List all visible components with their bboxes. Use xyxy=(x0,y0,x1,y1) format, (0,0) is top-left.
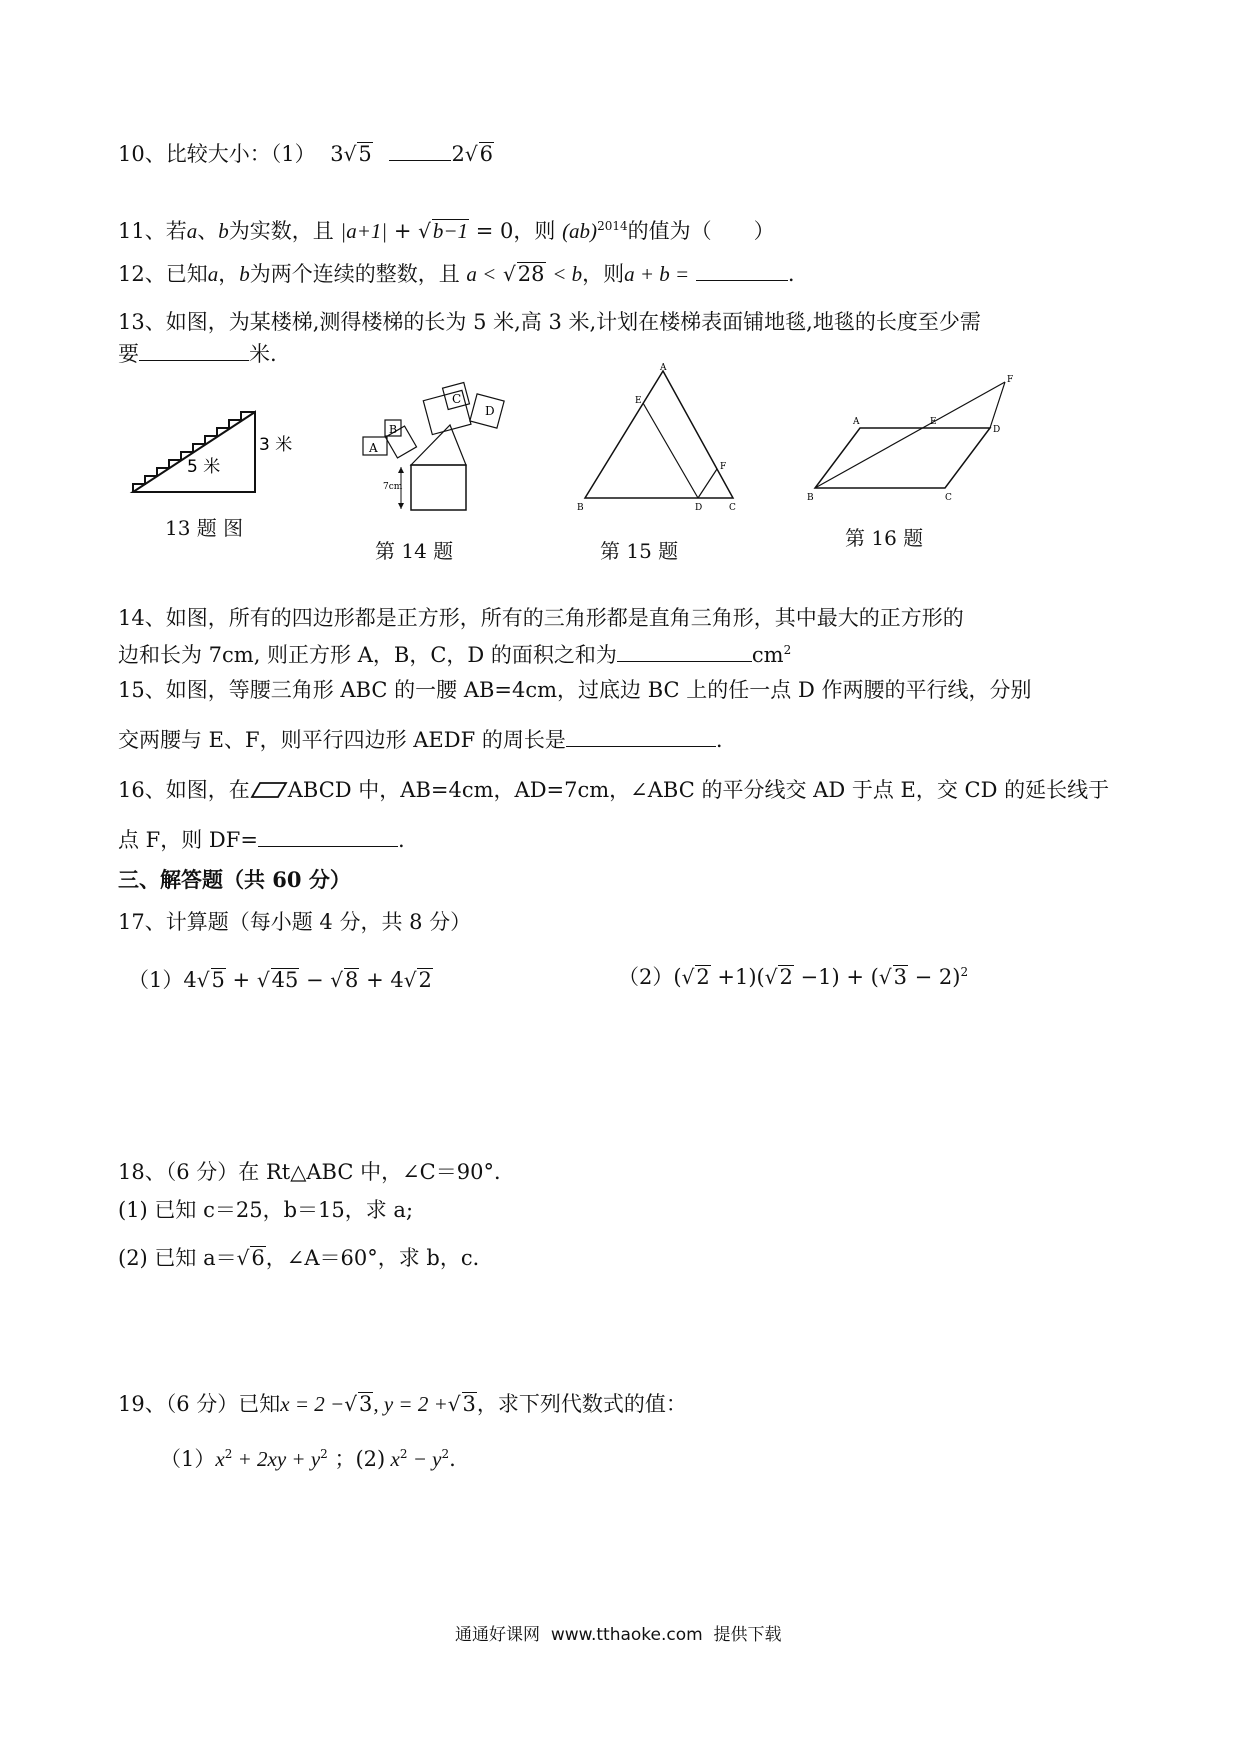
svg-text:F: F xyxy=(720,462,727,472)
stair-length-label: 5 米 xyxy=(187,457,221,477)
figure-14-caption: 第 14 题 xyxy=(375,539,454,563)
footer: 通通好课网 www.tthaoke.com 提供下载 xyxy=(455,1625,782,1645)
svg-text:C: C xyxy=(452,392,462,406)
stair-height-label: 3 米 xyxy=(259,435,293,455)
svg-text:A: A xyxy=(660,363,667,373)
svg-text:B: B xyxy=(389,423,398,436)
question-11: 11、若a、b为实数，且 |a+1| + √b−1 = 0，则 (ab)$^{2014}$的值为（ ） xyxy=(118,219,775,243)
question-16-line2: 点 F，则 DF= . xyxy=(118,828,405,852)
svg-text:A: A xyxy=(853,417,860,427)
figure-15-caption: 第 15 题 xyxy=(600,539,679,563)
question-15-line2: 交两腰与 E、F，则平行四边形 AEDF 的周长是 . xyxy=(118,728,723,752)
question-17-part-2: $(2)(√2 +1)(√2 -1) + (√3 - 2)^2$ xyxy=(618,965,969,989)
answer-blank[interactable] xyxy=(566,728,716,747)
svg-text:F: F xyxy=(1007,375,1014,385)
question-10: 10、比较大小：（1） 3√5 2√6 xyxy=(118,142,493,166)
svg-text:D: D xyxy=(695,503,703,513)
question-16-line1: 16、如图，在 ABCD 中，AB=4cm，AD=7cm，∠ABC 的平分线交 AD 于点 E，交 CD 的延长线于 xyxy=(118,778,1110,802)
staircase-figure xyxy=(125,400,293,500)
section-3-heading: 三、解答题（共 60 分） xyxy=(118,867,351,892)
triangle-figure xyxy=(575,365,740,515)
question-18: 18、（6 分）在 Rt△ABC 中，∠C＝90°． xyxy=(118,1160,515,1184)
svg-text:7cm: 7cm xyxy=(383,482,403,492)
question-13-line2: 要 米. xyxy=(118,342,277,366)
answer-blank[interactable] xyxy=(258,828,398,847)
answer-blank[interactable] xyxy=(617,643,752,662)
question-18-part-2: (2) 已知 a＝√6，∠A＝60°，求 b，c． xyxy=(118,1246,494,1270)
squares-figure xyxy=(355,375,525,515)
svg-text:E: E xyxy=(635,396,642,406)
figure-16-caption: 第 16 题 xyxy=(845,526,924,550)
parallelogram-figure xyxy=(805,370,1020,503)
figure-13-caption: 13 题 图 xyxy=(165,516,244,540)
question-15-line1: 15、如图，等腰三角形 ABC 的一腰 AB=4cm，过底边 BC 上的任一点 D 作两腰的平行线，分别 xyxy=(118,678,1032,702)
parallelogram-icon xyxy=(250,780,288,800)
question-17-part-1: （1）4√5 + √45 − √8 + 4√2 xyxy=(128,968,432,992)
question-17: 17、计算题（每小题 4 分，共 8 分） xyxy=(118,910,472,934)
question-13-line1: 13、如图，为某楼梯,测得楼梯的长为 5 米,高 3 米,计划在楼梯表面铺地毯,地毯的长度至少需 xyxy=(118,310,981,334)
svg-text:D: D xyxy=(993,425,1001,435)
svg-text:C: C xyxy=(945,493,952,503)
question-19-parts: $(1)x^2 + 2xy + y^2$ ；(2) $x^2 - y^2$. xyxy=(160,1447,456,1471)
question-14-line2: 边和长为 7cm, 则正方形 A，B，C，D 的面积之和为 $cm^2$ xyxy=(118,643,792,667)
svg-text:A: A xyxy=(369,441,378,455)
question-19: 19、（6 分）已知x = 2 −√3, y = 2 +√3，求下列代数式的值： xyxy=(118,1392,687,1416)
answer-blank[interactable] xyxy=(696,262,788,281)
question-12: 12、已知a，b为两个连续的整数，且 a < √28 < b，则a + b = . xyxy=(118,262,795,286)
question-14-line1: 14、如图，所有的四边形都是正方形，所有的三角形都是直角三角形，其中最大的正方形的 xyxy=(118,606,964,630)
svg-text:B: B xyxy=(577,503,584,513)
answer-blank[interactable] xyxy=(389,142,451,161)
question-18-part-1: (1) 已知 c＝25，b＝15，求 a; xyxy=(118,1198,414,1222)
svg-text:D: D xyxy=(485,404,495,418)
footer-url[interactable]: www.tthaoke.com xyxy=(550,1625,703,1645)
answer-blank[interactable] xyxy=(139,342,249,361)
svg-text:C: C xyxy=(729,503,736,513)
svg-text:E: E xyxy=(930,417,937,427)
svg-text:B: B xyxy=(807,493,814,503)
